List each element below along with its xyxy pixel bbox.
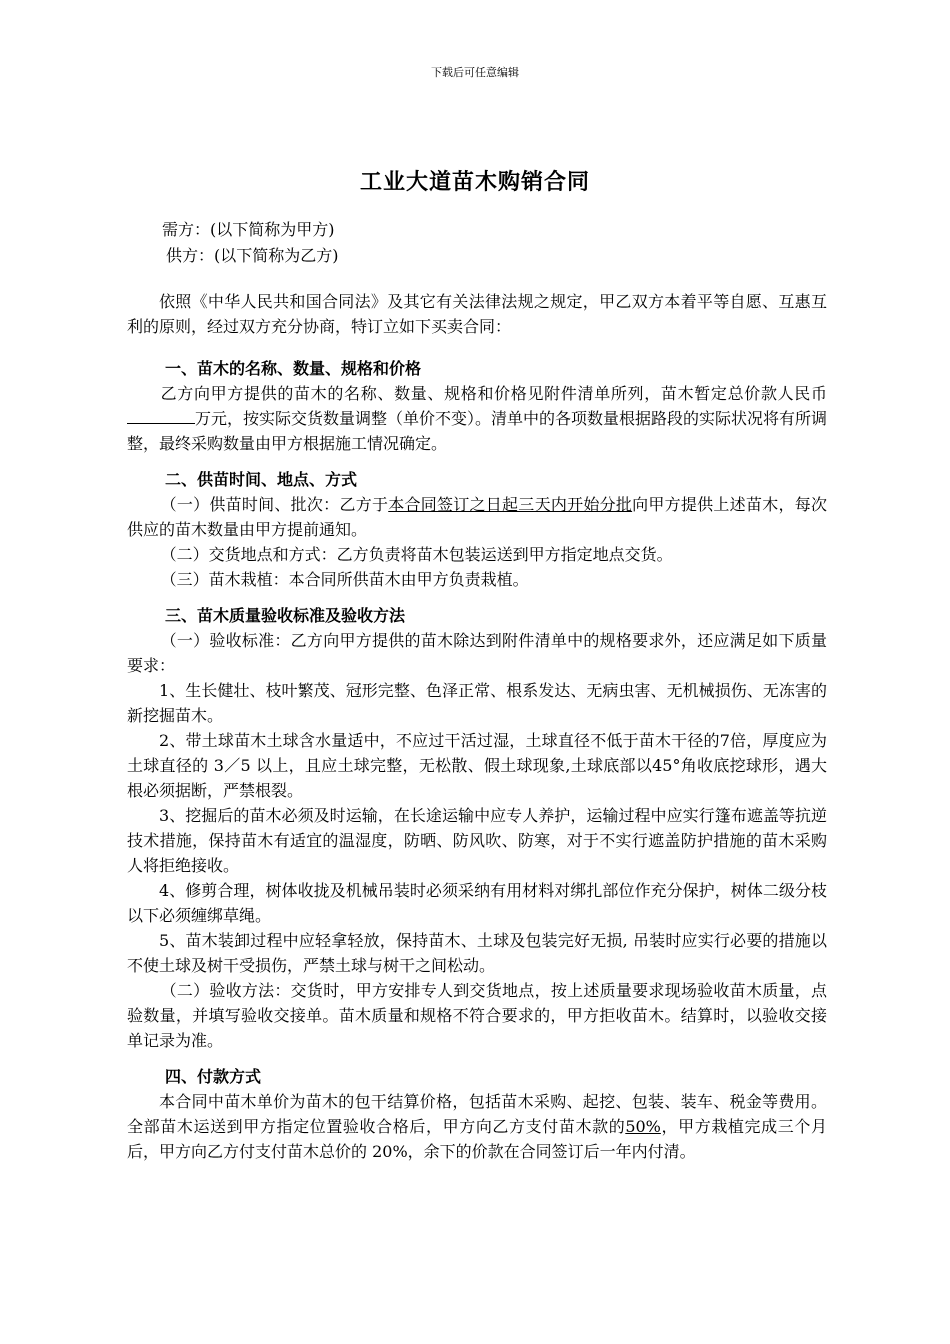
section3-req4: 4、修剪合理，树体收拢及机械吊装时必须采纳有用材料对绑扎部位作充分保护，树体二级分枝以下必须缠绑草绳。 — [127, 881, 827, 925]
section3-method: （二）验收方法：交货时，甲方安排专人到交货地点，按上述质量要求现场验收苗木质量，点验数量，并填写验收交接单。苗木质量和规格不符合要求的，甲方拒收苗木。结算时，以验收交接单记录为准。 — [127, 981, 827, 1050]
section4-underlined-percent: 50% — [625, 1117, 661, 1136]
price-blank — [127, 409, 195, 424]
section3-req2: 2、带土球苗木土球含水量适中，不应过干活过湿，土球直径不低于苗木干径的7倍，厚度应为土球直径的 3／5 以上，且应土球完整，无松散、假土球现象,土球底部以45°角收底挖球形，遇大根必须据断，严禁根裂。 — [127, 731, 827, 800]
preamble: 依照《中华人民共和国合同法》及其它有关法律法规之规定，甲乙双方本着平等自愿、互惠互利的原则，经过双方充分协商，特订立如下买卖合同： — [127, 292, 827, 336]
document-title: 工业大道苗木购销合同 — [359, 170, 590, 195]
section4-text-a: 本合同中苗木单价为苗木的包干结算价格，包括苗木采购、起挖、包装、装车、税金等费用。全部苗木运送到甲方指定位置验收合格后，甲方向乙方支付苗木款的 — [127, 1092, 827, 1136]
section3-standard: （一）验收标准：乙方向甲方提供的苗木除达到附件清单中的规格要求外，还应满足如下质量要求： — [127, 631, 827, 675]
section3-req1: 1、生长健壮、枝叶繁茂、冠形完整、色泽正常、根系发达、无病虫害、无机械损伤、无冻害的新挖掘苗木。 — [127, 681, 827, 725]
section4-heading: 四、付款方式 — [165, 1067, 262, 1086]
party-seller: 供方：(以下简称为乙方) — [166, 246, 339, 265]
section2-item1-a: （一）供苗时间、批次：乙方于 — [160, 495, 389, 514]
section2-item1-b: 向甲方提供上述苗木，每次供应的苗木数量由甲方提前通知。 — [127, 495, 827, 539]
section3-req5: 5、苗木装卸过程中应轻拿轻放，保持苗木、土球及包装完好无损, 吊装时应实行必要的措施以不使土球及树干受损伤，严禁土球与树干之间松动。 — [127, 931, 827, 975]
section2-heading: 二、供苗时间、地点、方式 — [165, 470, 358, 489]
party-buyer: 需方：(以下简称为甲方) — [162, 220, 335, 239]
section2-item1-underlined: 本合同签订之日起三天内开始分批 — [388, 495, 633, 514]
section1-heading: 一、苗木的名称、数量、规格和价格 — [165, 359, 422, 378]
contract-body — [127, 289, 827, 1164]
section2-item3: （三）苗木栽植：本合同所供苗木由甲方负责栽植。 — [160, 570, 529, 589]
section1-text-a: 乙方向甲方提供的苗木的名称、数量、规格和价格见附件清单所列，苗木暂定总价款人民币 — [160, 384, 827, 403]
section2-item1 — [127, 492, 827, 542]
section3-req3: 3、挖掘后的苗木必须及时运输，在长途运输中应专人养护，运输过程中应实行篷布遮盖等抗逆技术措施，保持苗木有适宜的温湿度，防晒、防风吹、防寒，对于不实行遮盖防护措施的苗木采购人将拒绝接收。 — [127, 806, 827, 875]
section1-text-b: 万元，按实际交货数量调整（单价不变）。清单中的各项数量根据路段的实际状况将有所调整，最终采购数量由甲方根据施工情况确定。 — [127, 409, 828, 453]
section4-text-b: ，甲方栽植完成三个月后，甲方向乙方付支付苗木总价的 20%，余下的价款在合同签订后一年内付清。 — [127, 1117, 827, 1161]
header-note: 下载后可任意编辑 — [431, 66, 519, 79]
section3-heading: 三、苗木质量验收标准及验收方法 — [165, 606, 406, 625]
section2-item2: （二）交货地点和方式：乙方负责将苗木包装运送到甲方指定地点交货。 — [160, 545, 673, 564]
section1-text — [127, 381, 827, 456]
section4-text — [127, 1089, 827, 1164]
